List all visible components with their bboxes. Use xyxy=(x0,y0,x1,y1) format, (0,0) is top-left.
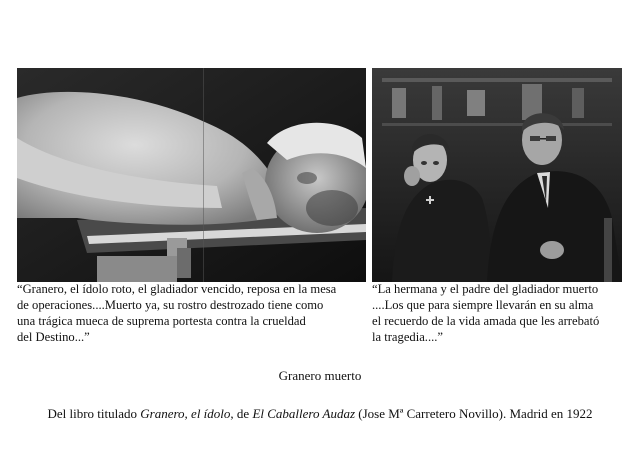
source-citation xyxy=(0,406,640,422)
book-title: Granero, el ídolo xyxy=(140,406,231,421)
caption-line: la tragedia....” xyxy=(372,330,443,344)
operating-table-photo-graphic xyxy=(17,68,366,282)
author-pseudonym: El Caballero Audaz xyxy=(252,406,355,421)
page-title: Granero muerto xyxy=(278,368,362,383)
source-prefix: Del libro titulado xyxy=(47,406,141,421)
caption-line: “La hermana y el padre del gladiador muerto xyxy=(372,282,599,296)
source-middle: , de xyxy=(230,406,253,421)
photo-body-on-operating-table xyxy=(17,68,366,282)
caption-line: de operaciones....Muerto ya, su rostro destrozado tiene como xyxy=(17,298,324,312)
source-suffix: (Jose Mª Carretero Novillo). Madrid en 1922 xyxy=(355,406,593,421)
caption-line: “Granero, el ídolo roto, el gladiador vencido, reposa en la mesa xyxy=(17,282,337,296)
right-photo-caption xyxy=(372,281,599,345)
caption-line: ....Los que para siempre llevarán en su alma xyxy=(372,298,594,312)
photo-sister-and-father xyxy=(372,68,622,282)
caption-line: una trágica mueca de suprema portesta contra la crueldad xyxy=(17,314,306,328)
caption-line: el recuerdo de la vida amada que les arrebató xyxy=(372,314,600,328)
left-photo-caption xyxy=(17,281,336,345)
sister-and-father-photo-graphic xyxy=(372,68,622,282)
caption-line: del Destino...” xyxy=(17,330,90,344)
